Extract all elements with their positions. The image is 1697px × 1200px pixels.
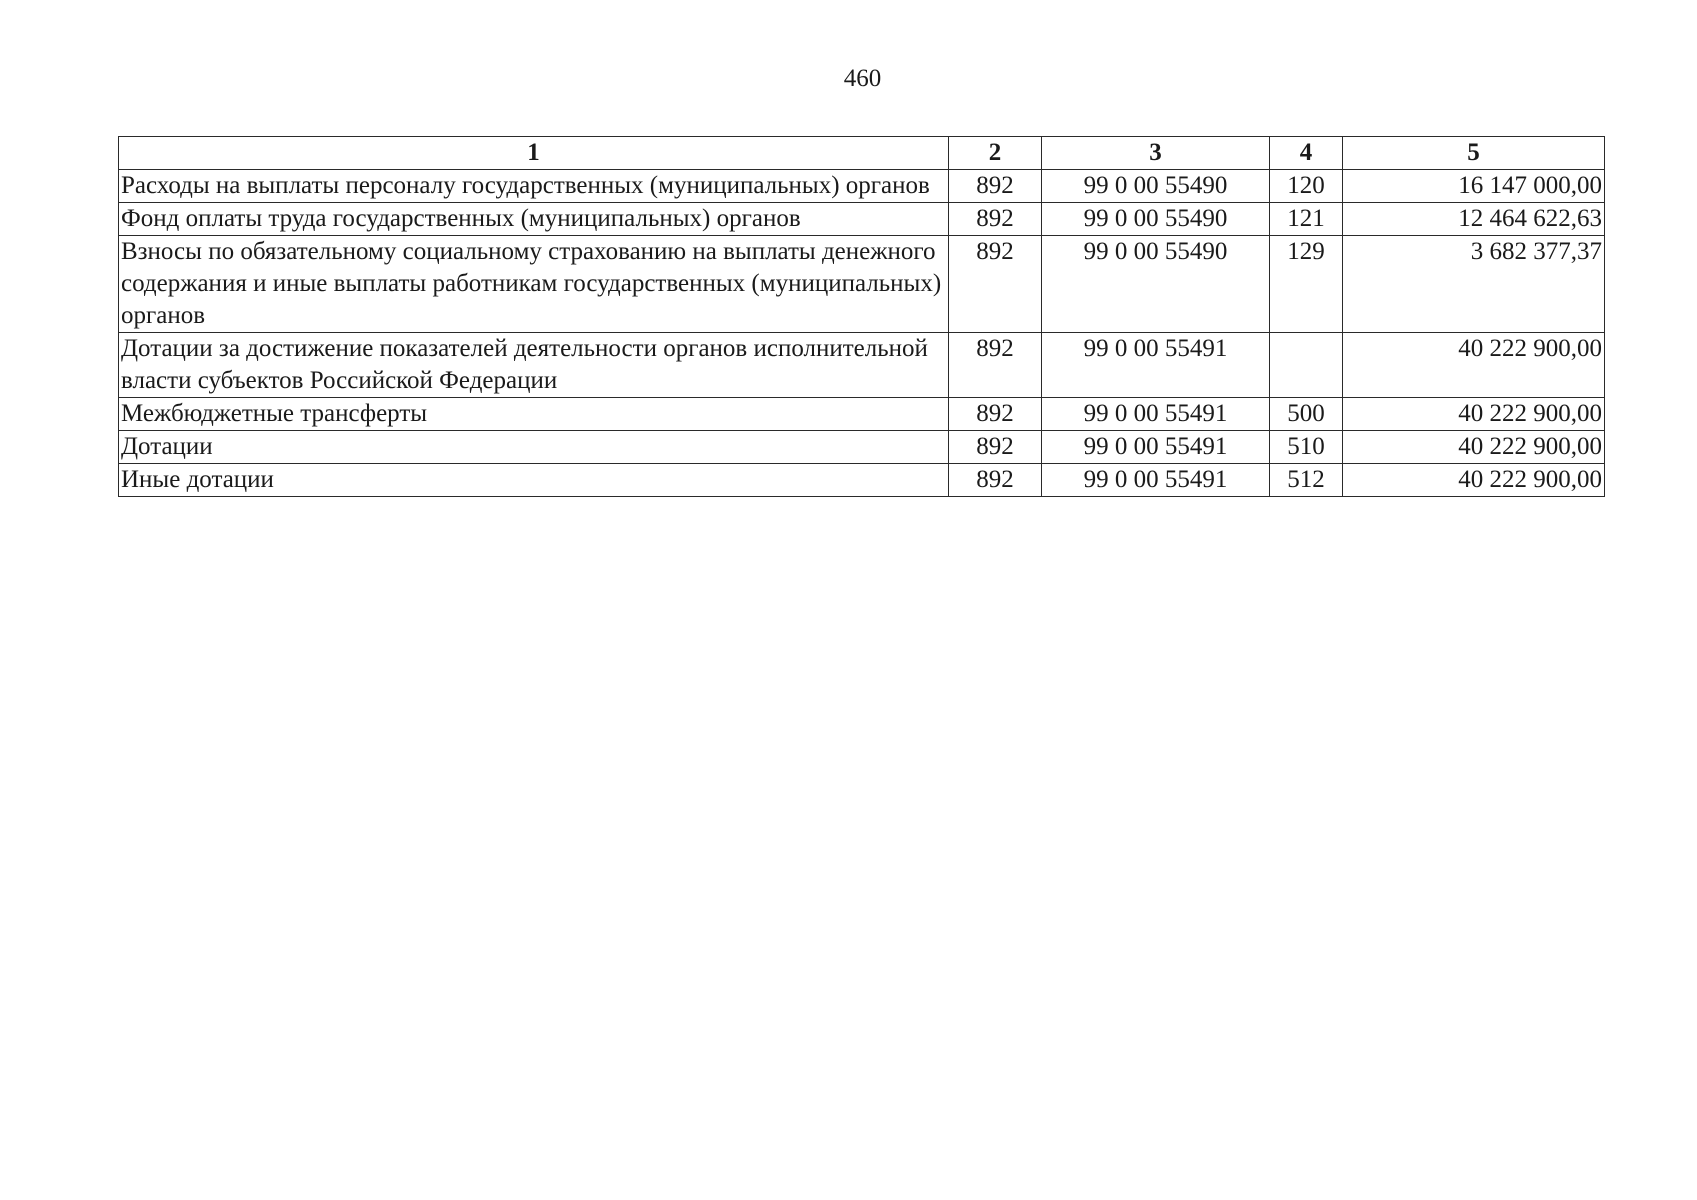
header-row [119, 137, 1605, 170]
table-row [119, 464, 1605, 497]
row-name: Иные дотации [119, 464, 949, 497]
row-kind: 500 [1270, 398, 1343, 431]
row-amount: 12 464 622,63 [1343, 203, 1605, 236]
row-amount: 40 222 900,00 [1343, 398, 1605, 431]
row-code: 892 [949, 203, 1042, 236]
header-col-5: 5 [1343, 137, 1605, 170]
table-row [119, 170, 1605, 203]
row-item: 99 0 00 55491 [1042, 464, 1270, 497]
row-item: 99 0 00 55491 [1042, 431, 1270, 464]
table-row [119, 398, 1605, 431]
table-row [119, 333, 1605, 398]
row-code: 892 [949, 431, 1042, 464]
row-name: Фонд оплаты труда государственных (муниципальных) органов [119, 203, 949, 236]
table-body [119, 170, 1605, 497]
row-item: 99 0 00 55491 [1042, 398, 1270, 431]
table-row [119, 431, 1605, 464]
row-amount: 16 147 000,00 [1343, 170, 1605, 203]
table-row [119, 203, 1605, 236]
table-row [119, 236, 1605, 333]
row-kind: 510 [1270, 431, 1343, 464]
page-number: 460 [843, 65, 882, 92]
row-amount: 40 222 900,00 [1343, 431, 1605, 464]
table-header [119, 137, 1605, 170]
header-col-2: 2 [949, 137, 1042, 170]
row-code: 892 [949, 398, 1042, 431]
row-amount: 40 222 900,00 [1343, 464, 1605, 497]
row-name: Дотации за достижение показателей деятельности органов исполнительной власти субъектов Российской Федерации [119, 333, 949, 398]
header-col-1: 1 [119, 137, 949, 170]
row-item: 99 0 00 55491 [1042, 333, 1270, 398]
row-amount: 40 222 900,00 [1343, 333, 1605, 398]
row-kind [1270, 333, 1343, 398]
row-kind: 121 [1270, 203, 1343, 236]
row-name: Расходы на выплаты персоналу государственных (муниципальных) органов [119, 170, 949, 203]
row-kind: 512 [1270, 464, 1343, 497]
row-item: 99 0 00 55490 [1042, 236, 1270, 333]
row-item: 99 0 00 55490 [1042, 170, 1270, 203]
row-amount: 3 682 377,37 [1343, 236, 1605, 333]
row-code: 892 [949, 236, 1042, 333]
row-name: Взносы по обязательному социальному страхованию на выплаты денежного содержания и иные выплаты работникам государственных (муниципальных) органов [119, 236, 949, 333]
row-code: 892 [949, 333, 1042, 398]
row-code: 892 [949, 464, 1042, 497]
budget-table [118, 136, 1605, 497]
header-col-3: 3 [1042, 137, 1270, 170]
row-kind: 129 [1270, 236, 1343, 333]
row-name: Межбюджетные трансферты [119, 398, 949, 431]
row-code: 892 [949, 170, 1042, 203]
header-col-4: 4 [1270, 137, 1343, 170]
row-name: Дотации [119, 431, 949, 464]
row-kind: 120 [1270, 170, 1343, 203]
row-item: 99 0 00 55490 [1042, 203, 1270, 236]
